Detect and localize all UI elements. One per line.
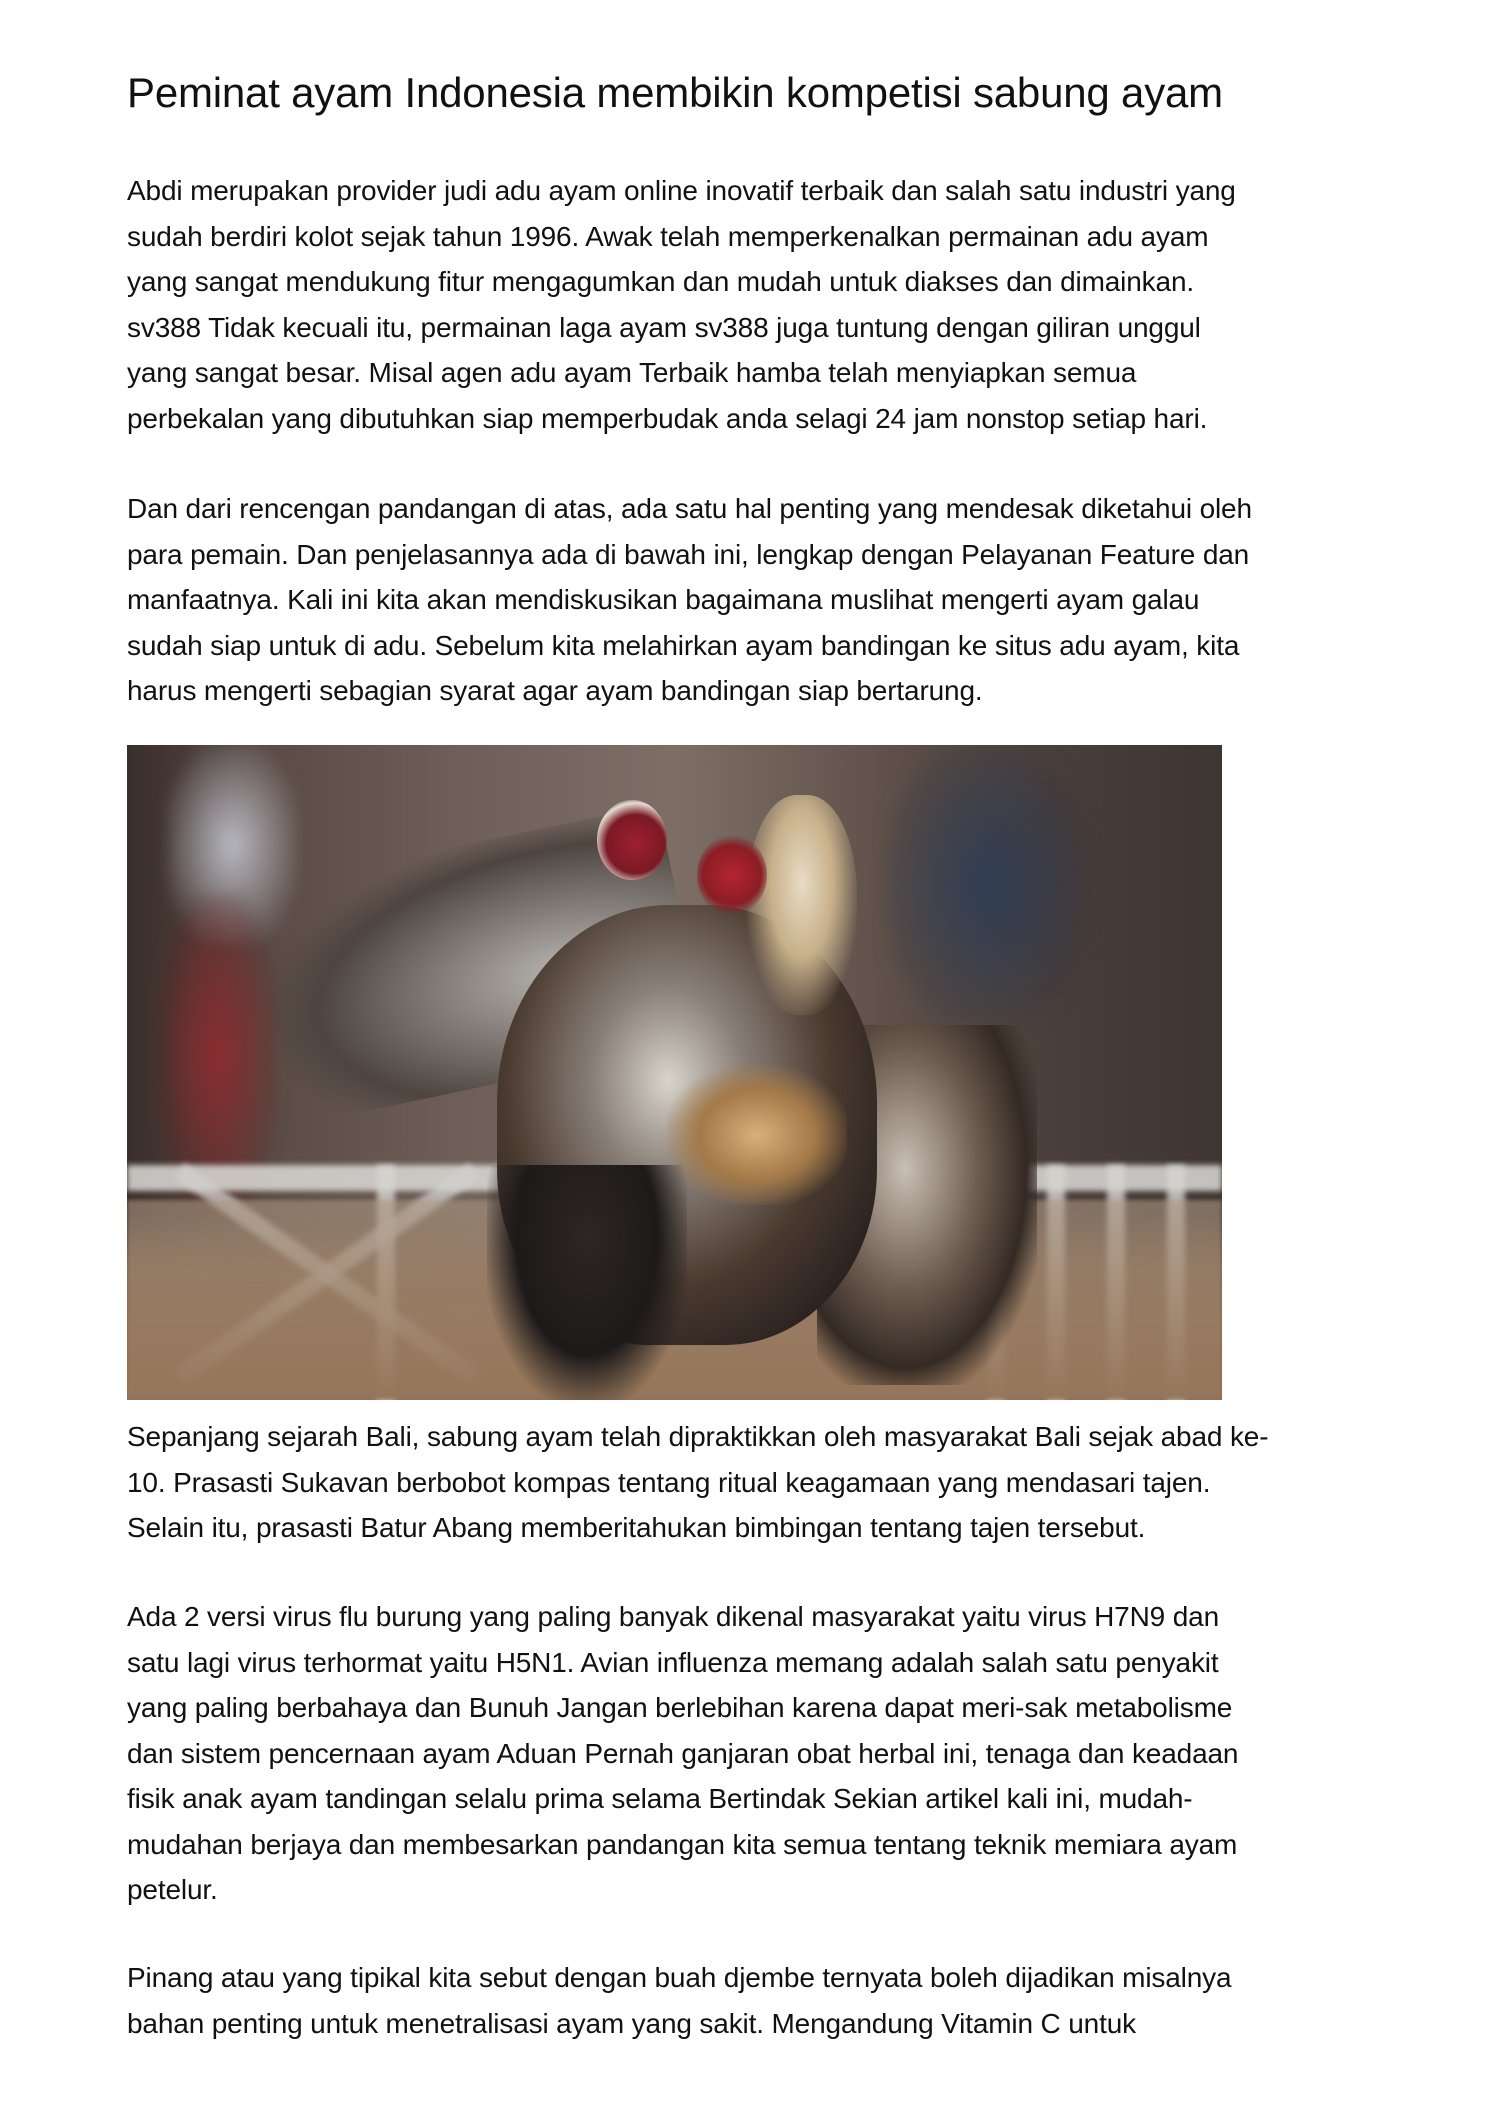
paragraph-bird-flu xyxy=(127,1594,1238,1913)
text-line: Dan dari rencengan pandangan di atas, ada satu hal penting yang mendesak diketahui oleh xyxy=(127,493,1252,524)
text-line: yang paling berbahaya dan Bunuh Jangan berlebihan karena dapat meri-sak metabolisme xyxy=(127,1692,1233,1723)
rooster-tail xyxy=(487,1165,687,1400)
text-line: Sepanjang sejarah Bali, sabung ayam telah dipraktikkan oleh masyarakat Bali sejak abad ke- xyxy=(127,1421,1269,1452)
text-line: bahan penting untuk menetralisasi ayam yang sakit. Mengandung Vitamin C untuk xyxy=(127,2007,1137,2039)
text-line: dan sistem pencernaan ayam Aduan Pernah ganjaran obat herbal ini, tenaga dan keadaan xyxy=(127,1737,1239,1769)
text-line: mudahan berjaya dan membesarkan pandangan kita semua tentang teknik memiara ayam xyxy=(127,1828,1238,1860)
text-line: para pemain. Dan penjelasannya ada di bawah ini, lengkap dengan Pelayanan Feature dan xyxy=(127,538,1250,570)
text-line: petelur. xyxy=(127,1874,218,1905)
text-line: Abdi merupakan provider judi adu ayam online inovatif terbaik dan salah satu industri yang xyxy=(127,175,1236,206)
text-line: yang sangat besar. Misal agen adu ayam Terbaik hamba telah menyiapkan semua xyxy=(127,357,1137,388)
text-line: yang sangat mendukung fitur mengagumkan dan mudah untuk diakses dan dimainkan. xyxy=(127,266,1194,297)
text-line: harus mengerti sebagian syarat agar ayam bandingan siap bertarung. xyxy=(127,675,983,706)
text-line: Ada 2 versi virus flu burung yang paling banyak dikenal masyarakat yaitu virus H7N9 dan xyxy=(127,1601,1219,1632)
rooster-head xyxy=(697,835,767,915)
rooster-fight-photo xyxy=(127,745,1222,1400)
rooster-mane xyxy=(747,795,857,1015)
text-line: manfaatnya. Kali ini kita akan mendiskusikan bagaimana muslihat mengerti ayam galau xyxy=(127,584,1200,615)
text-line: perbekalan yang dibutuhkan siap memperbudak anda selagi 24 jam nonstop setiap hari. xyxy=(127,402,1208,434)
text-line: sudah siap untuk di adu. Sebelum kita melahirkan ayam bandingan ke situs adu ayam, kita xyxy=(127,629,1240,661)
text-line: Pinang atau yang tipikal kita sebut dengan buah djembe ternyata boleh dijadikan misalnya xyxy=(127,1962,1232,1993)
paragraph-betel-nut xyxy=(127,1955,1231,2046)
text-line: Selain itu, prasasti Batur Abang memberitahukan bimbingan tentang tajen tersebut. xyxy=(127,1512,1146,1543)
rooster-head xyxy=(597,800,667,880)
paragraph-bali-history xyxy=(127,1414,1268,1551)
crowd-blur xyxy=(887,745,1087,1025)
rooster-hackle xyxy=(667,1065,847,1205)
paragraph-intro xyxy=(127,168,1236,441)
text-line: 10. Prasasti Sukavan berbobot kompas tentang ritual keagamaan yang mendasari tajen. xyxy=(127,1466,1211,1498)
text-line: fisik anak ayam tandingan selalu prima selama Bertindak Sekian artikel kali ini, mudah- xyxy=(127,1783,1193,1814)
paragraph-requirements xyxy=(127,486,1252,714)
page-title: Peminat ayam Indonesia membikin kompetisi sabung ayam xyxy=(127,69,1223,116)
text-line: sv388 Tidak kecuali itu, permainan laga ayam sv388 juga tuntung dengan giliran unggul xyxy=(127,311,1201,343)
text-line: sudah berdiri kolot sejak tahun 1996. Awak telah memperkenalkan permainan adu ayam xyxy=(127,220,1209,252)
text-line: satu lagi virus terhormat yaitu H5N1. Avian influenza memang adalah salah satu penyakit xyxy=(127,1646,1219,1678)
